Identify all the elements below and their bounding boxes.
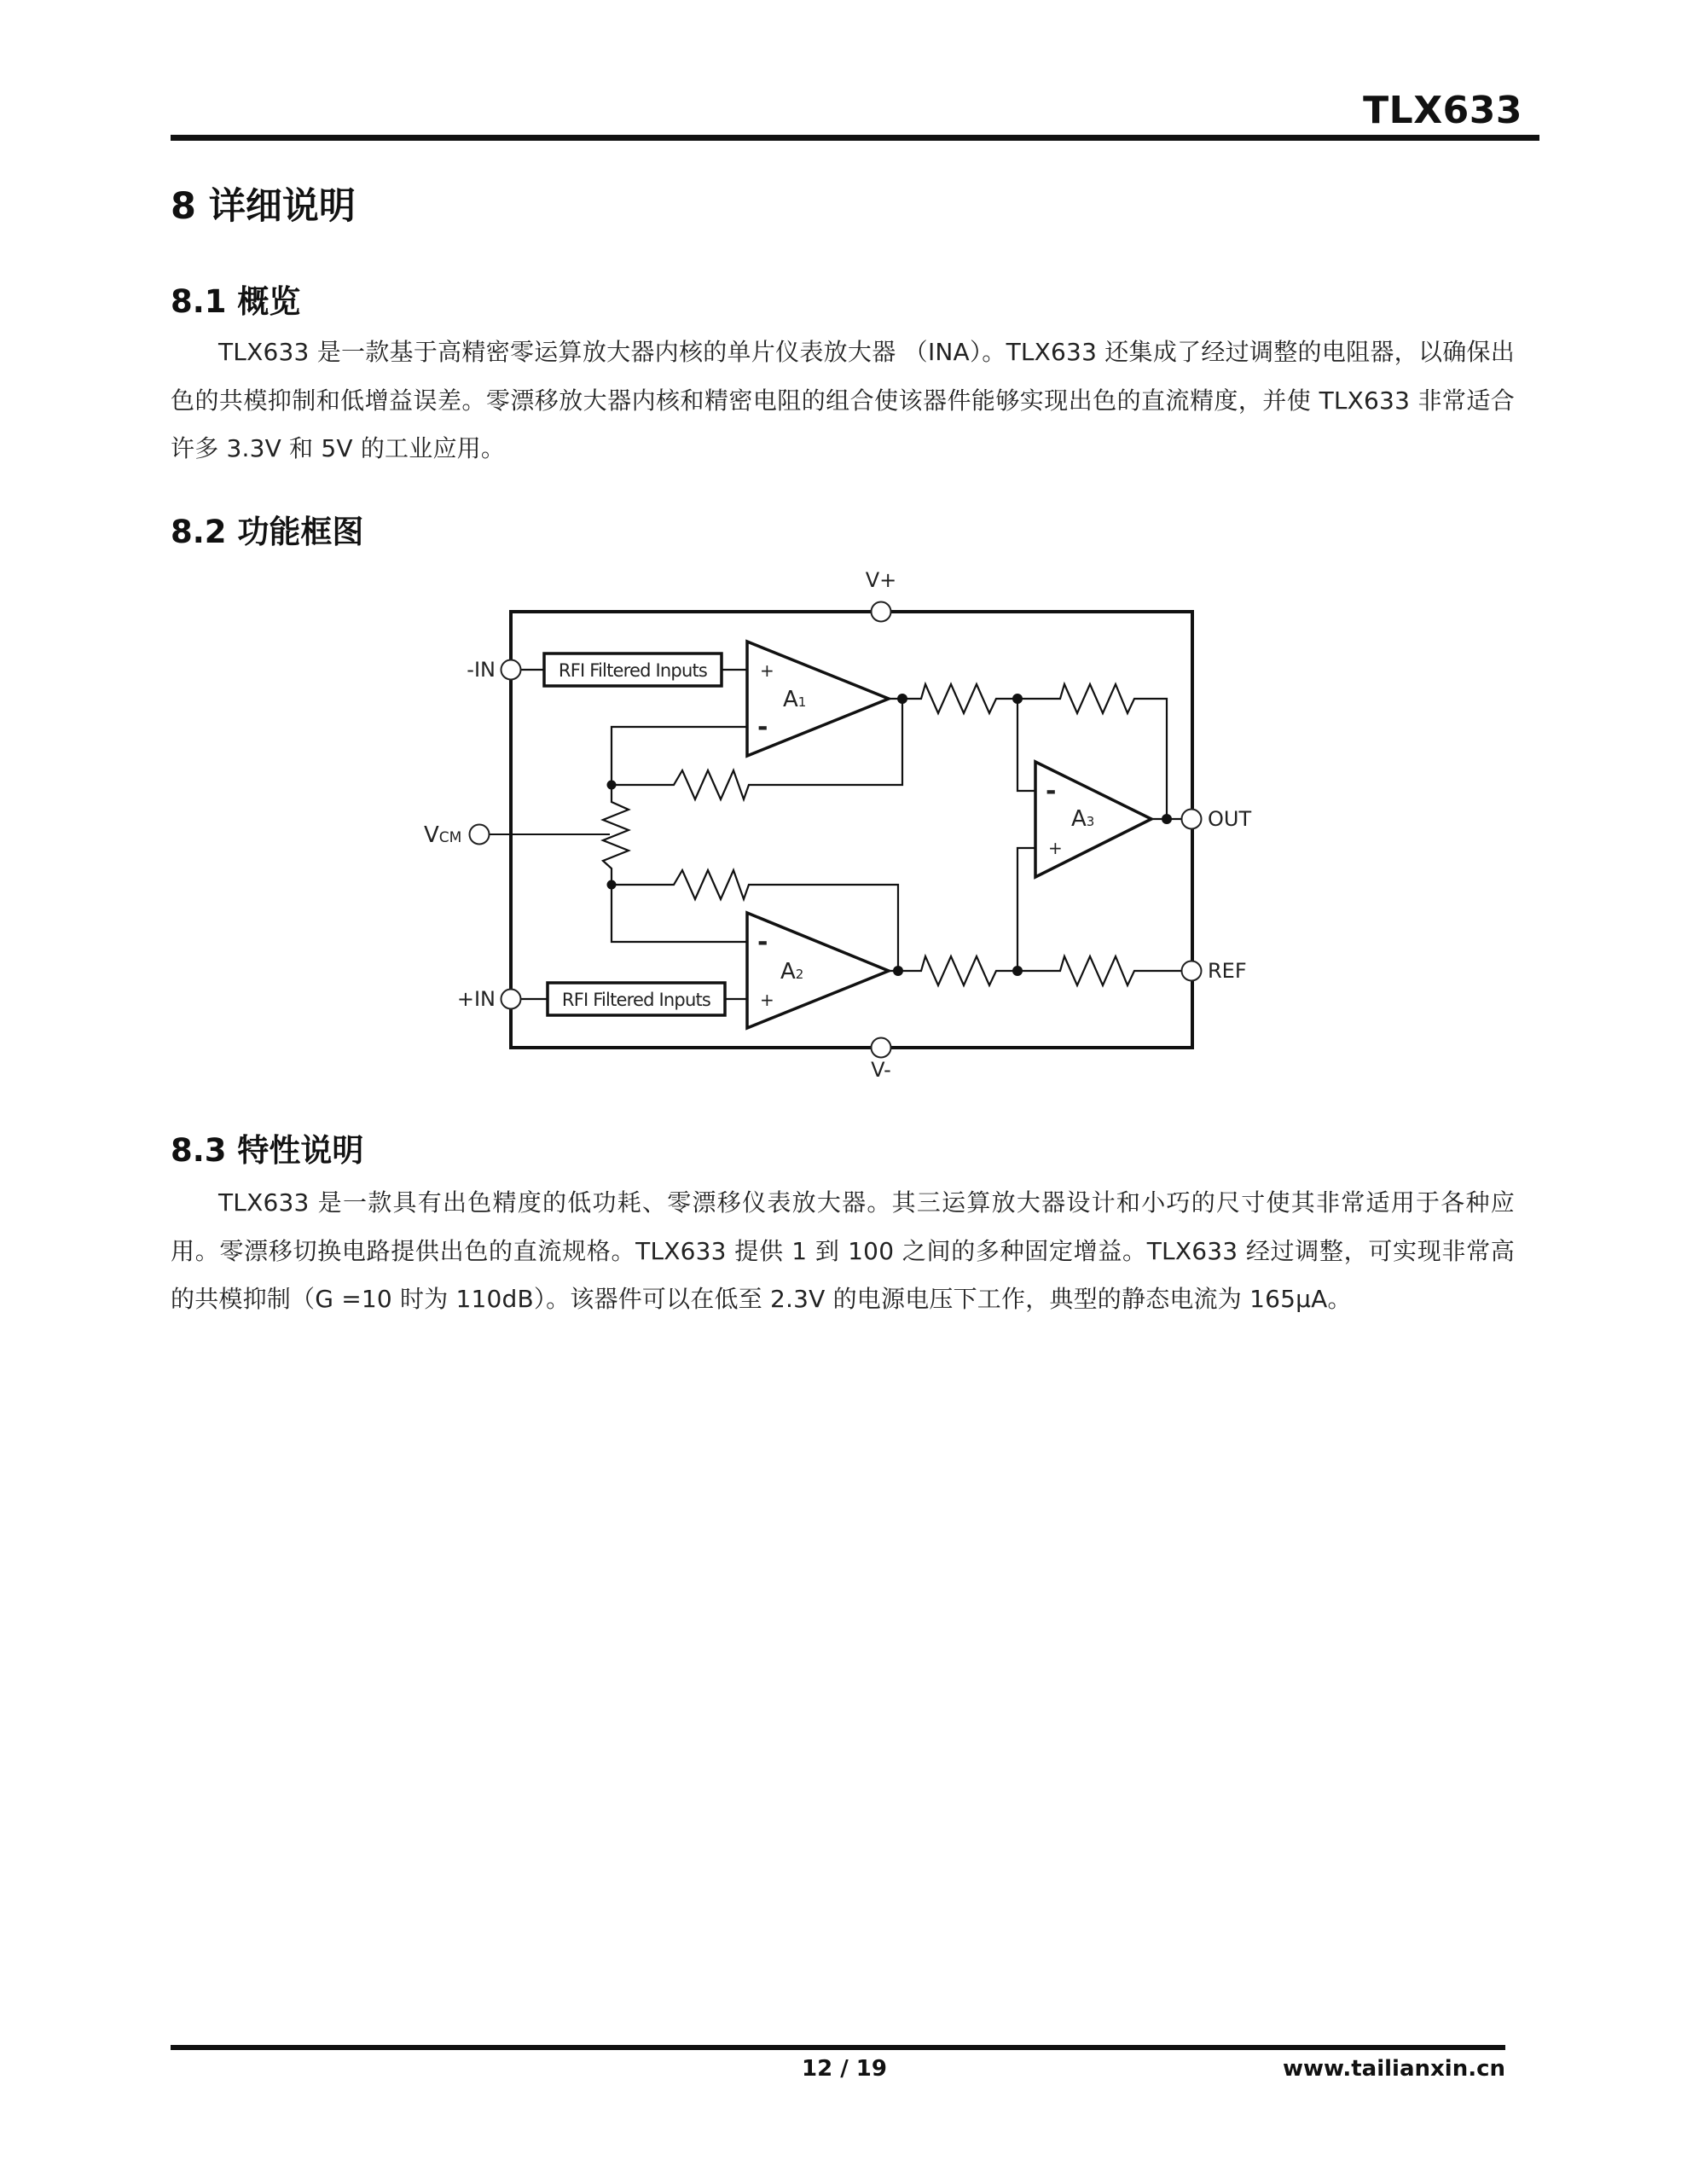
junction-dot [893,966,903,976]
pin-vcm [470,825,490,845]
opamp-a2 [747,913,889,1028]
a3-plus-sign: + [1048,838,1063,858]
a1-minus-sign: - [757,712,768,742]
a2-minus-sign: - [757,927,768,957]
label-in-minus: -IN [467,658,496,682]
section-8-3-paragraph: TLX633 是一款具有出色精度的低功耗、零漂移仪表放大器。其三运算放大器设计和小巧的尺寸使其非常适用于各种应用。零漂移切换电路提供出色的直流规格。TLX633 提供 1 到 100 之间的多种固定增益。TLX633 经过调整，可实现非常高的共模抑制（G =10 时为 110dB）。该器件可以在低至 2.3V 的电源电压下工作，典型的静态电流为 165μA。 [171,1188,1515,1313]
opamp-a3-label-sub: 3 [1086,814,1095,829]
junction-dot [1162,814,1172,824]
opamp-a1-label [783,687,806,712]
resistor-a1-out [889,684,1017,713]
pin-ref [1182,961,1202,981]
junction-dot [607,781,617,790]
junction-dot [897,694,907,704]
section-8-1-paragraph: TLX633 是一款基于高精密零运算放大器内核的单片仪表放大器 （INA）。TLX633 还集成了经过调整的电阻器，以确保出色的共模抑制和低增益误差。零漂移放大器内核和精密电阻的组合使该器件能够实现出色的直流精度，并使 TLX633 非常适合许多 3.3V 和 5V 的工业应用。 [171,338,1515,462]
opamp-a1-label-sub: 1 [797,694,807,710]
resistor-feedback-a2 [612,870,898,971]
footer-website: www.tailianxin.cn [1282,2056,1505,2082]
pin-out [1182,810,1202,829]
pin-in-plus [501,990,521,1009]
opamp-a3-label-main: A [1071,806,1087,832]
rfi-label-top: RFI Filtered Inputs [558,660,708,681]
wire [1017,848,1035,971]
section-8-3-title: 8.3 特性说明 [171,1132,364,1169]
page-number: 12 / 19 [802,2056,887,2082]
rfi-label-bottom: RFI Filtered Inputs [561,990,711,1010]
wire [612,885,747,942]
section-8-title: 8 详细说明 [171,185,356,228]
footer-rule [171,2045,1505,2050]
opamp-a2-label [780,959,803,985]
section-8-2-title: 8.2 功能框图 [171,514,364,550]
resistor-a2-out [889,956,1017,985]
resistor-gain [603,785,629,885]
package-outline [511,612,872,1048]
section-8-1-title: 8.1 概览 [171,283,301,320]
header-rule [171,135,1539,141]
opamp-a1 [747,642,889,756]
label-out: OUT [1208,807,1252,831]
a1-plus-sign: + [760,660,774,681]
pin-vminus [872,1038,891,1058]
label-vplus: V+ [865,568,897,592]
pin-in-minus [501,660,521,680]
resistor-ref [1017,956,1183,985]
label-ref: REF [1208,959,1247,983]
opamp-a3 [1035,762,1151,877]
resistor-a3-feedback [1017,684,1167,819]
opamp-a2-label-sub: 2 [795,967,804,982]
wire [612,727,747,785]
header-part-number: TLX633 [1363,89,1522,132]
opamp-a3-label [1071,806,1094,832]
rfi-filter-box-top [544,653,722,686]
label-vminus: V- [871,1058,891,1082]
resistor-feedback-a1 [612,699,902,799]
junction-dot [607,880,617,890]
label-in-plus: +IN [456,987,496,1011]
pin-vplus [872,602,891,622]
a2-plus-sign: + [760,990,774,1010]
label-vcm-main: V [424,822,439,848]
junction-dot [1012,966,1023,976]
junction-dot [1012,694,1023,704]
wire [1017,699,1035,791]
a3-minus-sign: - [1046,776,1057,806]
opamp-a2-label-main: A [780,959,796,985]
label-vcm-sub: CM [438,829,462,846]
opamp-a1-label-main: A [783,687,798,712]
package-outline-right [890,612,1192,1048]
label-vcm [424,822,461,848]
rfi-filter-box-bottom [548,983,725,1015]
